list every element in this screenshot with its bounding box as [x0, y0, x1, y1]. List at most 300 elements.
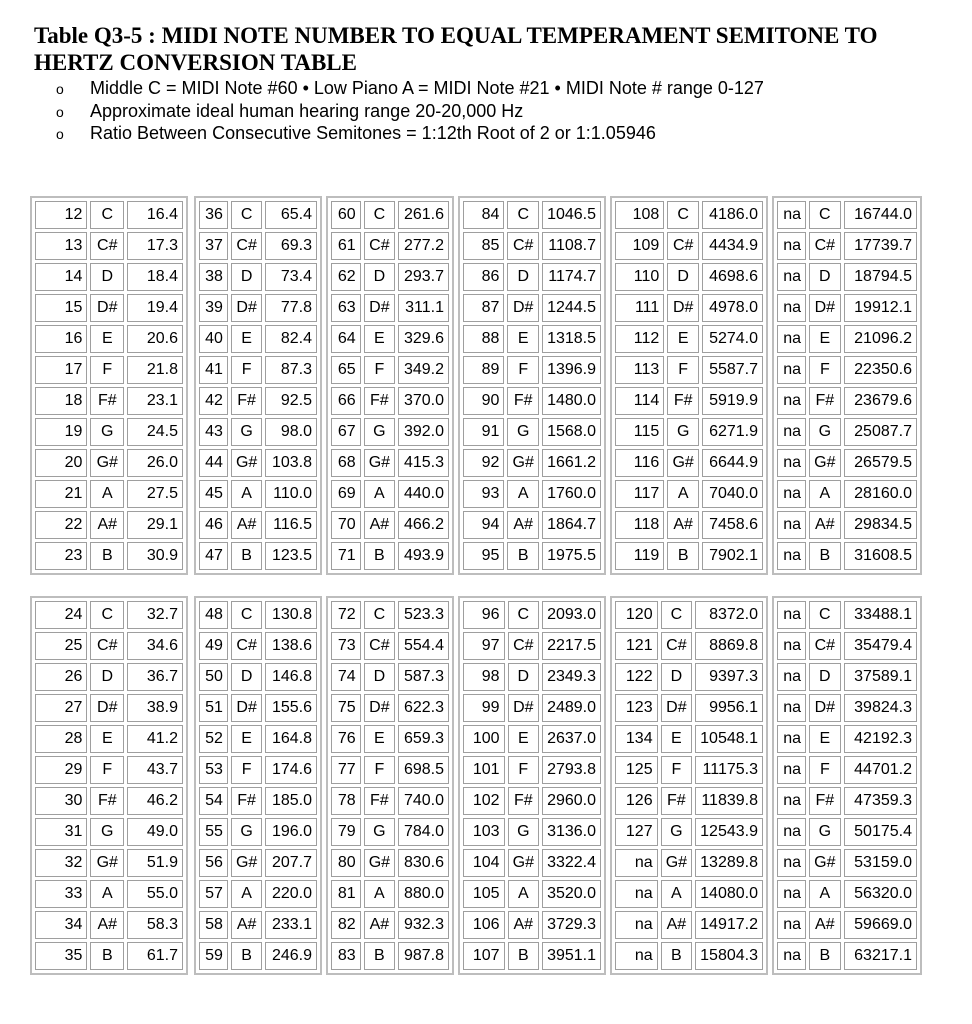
table-row	[777, 694, 917, 722]
semitone-cell: C	[661, 601, 693, 629]
hertz-cell: 3729.3	[542, 911, 601, 939]
hertz-cell: 16744.0	[844, 201, 917, 229]
table-row	[615, 511, 763, 539]
octave-group	[30, 196, 188, 575]
midi-number-cell: 29	[35, 756, 87, 784]
semitone-cell: D	[661, 663, 693, 691]
hertz-cell: 11839.8	[695, 787, 763, 815]
table-row	[35, 511, 183, 539]
table-row	[777, 511, 917, 539]
midi-number-cell: 123	[615, 694, 658, 722]
midi-number-cell: 96	[463, 601, 505, 629]
midi-number-cell: 45	[199, 480, 228, 508]
hertz-cell: 7040.0	[702, 480, 763, 508]
hertz-cell: 1568.0	[542, 418, 601, 446]
semitone-cell: D#	[809, 294, 841, 322]
midi-number-cell: na	[777, 849, 806, 877]
semitone-cell: C#	[809, 632, 841, 660]
semitone-cell: F	[231, 756, 262, 784]
semitone-cell: E	[231, 325, 262, 353]
semitone-cell: G	[508, 818, 540, 846]
midi-number-cell: 63	[331, 294, 361, 322]
octave-table	[196, 198, 320, 573]
hertz-cell: 3520.0	[542, 880, 601, 908]
bullet-marker: o	[56, 103, 64, 120]
midi-number-cell: 37	[199, 232, 228, 260]
hertz-cell: 20.6	[127, 325, 183, 353]
midi-number-cell: 21	[35, 480, 87, 508]
semitone-cell: A#	[231, 511, 262, 539]
hertz-cell: 622.3	[398, 694, 449, 722]
hertz-cell: 196.0	[265, 818, 317, 846]
semitone-cell: D#	[508, 694, 540, 722]
midi-number-cell: 116	[615, 449, 664, 477]
semitone-cell: C#	[507, 232, 539, 260]
midi-number-cell: na	[777, 263, 806, 291]
table-row	[199, 787, 317, 815]
semitone-cell: D#	[364, 694, 395, 722]
octave-table	[328, 198, 452, 573]
hertz-cell: 17739.7	[844, 232, 917, 260]
semitone-cell: A	[508, 880, 540, 908]
semitone-cell: D	[364, 663, 395, 691]
midi-number-cell: 84	[463, 201, 504, 229]
table-row	[463, 232, 601, 260]
midi-number-cell: 104	[463, 849, 505, 877]
midi-number-cell: na	[777, 632, 806, 660]
hertz-cell: 5587.7	[702, 356, 763, 384]
midi-number-cell: na	[777, 725, 806, 753]
midi-number-cell: na	[777, 694, 806, 722]
hertz-cell: 16.4	[127, 201, 183, 229]
table-row	[615, 911, 763, 939]
semitone-cell: F#	[661, 787, 693, 815]
table-row	[463, 632, 601, 660]
table-row	[777, 880, 917, 908]
midi-number-cell: 15	[35, 294, 87, 322]
table-row	[463, 263, 601, 291]
bullet-marker: o	[56, 81, 64, 97]
hertz-cell: 59669.0	[844, 911, 917, 939]
midi-number-cell: 121	[615, 632, 658, 660]
table-row	[777, 849, 917, 877]
table-row	[199, 418, 317, 446]
midi-number-cell: 39	[199, 294, 228, 322]
octave-group	[610, 196, 768, 575]
hertz-cell: 42192.3	[844, 725, 917, 753]
semitone-cell: E	[90, 725, 124, 753]
semitone-cell: D	[364, 263, 395, 291]
note-item	[56, 100, 764, 123]
semitone-cell: B	[508, 942, 540, 970]
semitone-cell: G#	[364, 849, 395, 877]
hertz-cell: 14917.2	[695, 911, 763, 939]
semitone-cell: B	[231, 942, 262, 970]
table-row	[777, 818, 917, 846]
semitone-cell: A#	[661, 911, 693, 939]
octave-group	[30, 596, 188, 975]
midi-number-cell: na	[615, 911, 658, 939]
midi-number-cell: 31	[35, 818, 87, 846]
table-row	[199, 449, 317, 477]
table-row	[615, 787, 763, 815]
semitone-cell: D#	[90, 294, 124, 322]
hertz-cell: 1046.5	[542, 201, 601, 229]
semitone-cell: A	[231, 880, 262, 908]
semitone-cell: C#	[90, 232, 124, 260]
hertz-cell: 19912.1	[844, 294, 917, 322]
semitone-cell: A	[661, 880, 693, 908]
semitone-cell: C#	[364, 232, 395, 260]
hertz-cell: 39824.3	[844, 694, 917, 722]
table-row	[331, 480, 449, 508]
semitone-cell: A#	[809, 511, 841, 539]
midi-number-cell: 34	[35, 911, 87, 939]
table-row	[35, 911, 183, 939]
midi-number-cell: 74	[331, 663, 361, 691]
semitone-cell: C#	[231, 632, 262, 660]
midi-number-cell: 13	[35, 232, 87, 260]
semitone-cell: D	[507, 263, 539, 291]
semitone-cell: E	[667, 325, 699, 353]
table-row	[35, 601, 183, 629]
midi-number-cell: 86	[463, 263, 504, 291]
table-row	[35, 418, 183, 446]
midi-number-cell: 68	[331, 449, 361, 477]
semitone-cell: A#	[231, 911, 262, 939]
table-row	[199, 849, 317, 877]
semitone-cell: C	[90, 601, 124, 629]
hertz-cell: 440.0	[398, 480, 449, 508]
semitone-cell: B	[90, 942, 124, 970]
table-row	[331, 849, 449, 877]
hertz-cell: 23679.6	[844, 387, 917, 415]
semitone-cell: F	[90, 756, 124, 784]
octave-group	[458, 196, 606, 575]
midi-number-cell: na	[777, 818, 806, 846]
semitone-cell: E	[90, 325, 124, 353]
table-row	[35, 480, 183, 508]
hertz-cell: 164.8	[265, 725, 317, 753]
hertz-cell: 17.3	[127, 232, 183, 260]
hertz-cell: 73.4	[265, 263, 317, 291]
semitone-cell: D	[809, 663, 841, 691]
semitone-cell: G	[231, 418, 262, 446]
midi-number-cell: 102	[463, 787, 505, 815]
hertz-cell: 34.6	[127, 632, 183, 660]
semitone-cell: E	[809, 725, 841, 753]
midi-number-cell: na	[777, 911, 806, 939]
hertz-cell: 82.4	[265, 325, 317, 353]
midi-number-cell: 43	[199, 418, 228, 446]
table-row	[331, 201, 449, 229]
table-row	[331, 942, 449, 970]
semitone-cell: C#	[508, 632, 540, 660]
notes-list	[56, 77, 764, 145]
semitone-cell: C#	[809, 232, 841, 260]
midi-number-cell: 32	[35, 849, 87, 877]
table-row	[777, 294, 917, 322]
hertz-cell: 2793.8	[542, 756, 601, 784]
table-row	[35, 725, 183, 753]
table-row	[777, 356, 917, 384]
hertz-cell: 146.8	[265, 663, 317, 691]
midi-number-cell: 113	[615, 356, 664, 384]
hertz-cell: 2960.0	[542, 787, 601, 815]
hertz-cell: 28160.0	[844, 480, 917, 508]
table-row	[35, 325, 183, 353]
hertz-cell: 5919.9	[702, 387, 763, 415]
table-row	[35, 201, 183, 229]
table-row	[777, 418, 917, 446]
semitone-cell: C	[231, 201, 262, 229]
midi-number-cell: 47	[199, 542, 228, 570]
midi-number-cell: 126	[615, 787, 658, 815]
midi-number-cell: 33	[35, 880, 87, 908]
hertz-cell: 77.8	[265, 294, 317, 322]
midi-number-cell: na	[777, 325, 806, 353]
midi-number-cell: na	[777, 356, 806, 384]
table-row	[35, 756, 183, 784]
table-row	[331, 325, 449, 353]
table-row	[331, 511, 449, 539]
semitone-cell: D#	[809, 694, 841, 722]
semitone-cell: E	[809, 325, 841, 353]
hertz-cell: 98.0	[265, 418, 317, 446]
midi-number-cell: na	[777, 942, 806, 970]
midi-number-cell: 24	[35, 601, 87, 629]
table-row	[331, 294, 449, 322]
semitone-cell: D	[90, 663, 124, 691]
table-row	[615, 294, 763, 322]
semitone-cell: A#	[90, 911, 124, 939]
hertz-cell: 123.5	[265, 542, 317, 570]
octave-table	[328, 598, 452, 973]
table-row	[777, 263, 917, 291]
hertz-cell: 55.0	[127, 880, 183, 908]
octave-group	[772, 596, 922, 975]
midi-number-cell: 35	[35, 942, 87, 970]
table-row	[463, 449, 601, 477]
octave-table	[774, 598, 920, 973]
midi-number-cell: 117	[615, 480, 664, 508]
midi-number-cell: 18	[35, 387, 87, 415]
hertz-cell: 11175.3	[695, 756, 763, 784]
semitone-cell: B	[90, 542, 124, 570]
midi-number-cell: 114	[615, 387, 664, 415]
midi-number-cell: 71	[331, 542, 361, 570]
midi-number-cell: 106	[463, 911, 505, 939]
table-row	[615, 263, 763, 291]
hertz-cell: 4978.0	[702, 294, 763, 322]
table-row	[35, 263, 183, 291]
table-row	[35, 232, 183, 260]
midi-number-cell: 56	[199, 849, 228, 877]
semitone-cell: G#	[661, 849, 693, 877]
midi-number-cell: 55	[199, 818, 228, 846]
midi-number-cell: 51	[199, 694, 228, 722]
midi-number-cell: 38	[199, 263, 228, 291]
table-row	[777, 387, 917, 415]
table-row	[615, 880, 763, 908]
semitone-cell: E	[364, 725, 395, 753]
octave-table	[612, 198, 766, 573]
octave-table	[460, 198, 604, 573]
semitone-cell: D#	[667, 294, 699, 322]
semitone-cell: C#	[90, 632, 124, 660]
hertz-cell: 220.0	[265, 880, 317, 908]
semitone-cell: F	[364, 356, 395, 384]
table-row	[199, 911, 317, 939]
hertz-cell: 3951.1	[542, 942, 601, 970]
table-row	[463, 694, 601, 722]
semitone-cell: A#	[364, 511, 395, 539]
table-row	[463, 663, 601, 691]
hertz-cell: 46.2	[127, 787, 183, 815]
hertz-cell: 26579.5	[844, 449, 917, 477]
midi-number-cell: 44	[199, 449, 228, 477]
table-row	[35, 449, 183, 477]
midi-number-cell: na	[615, 942, 658, 970]
hertz-cell: 26.0	[127, 449, 183, 477]
midi-number-cell: 81	[331, 880, 361, 908]
midi-number-cell: 83	[331, 942, 361, 970]
octave-table	[460, 598, 604, 973]
table-row	[199, 880, 317, 908]
midi-number-cell: 19	[35, 418, 87, 446]
octave-group	[326, 196, 454, 575]
table-row	[35, 880, 183, 908]
semitone-cell: D#	[90, 694, 124, 722]
hertz-cell: 370.0	[398, 387, 449, 415]
midi-number-cell: 78	[331, 787, 361, 815]
table-row	[777, 725, 917, 753]
midi-number-cell: 12	[35, 201, 87, 229]
hertz-cell: 415.3	[398, 449, 449, 477]
midi-number-cell: 90	[463, 387, 504, 415]
midi-number-cell: 57	[199, 880, 228, 908]
semitone-cell: E	[661, 725, 693, 753]
table-row	[331, 725, 449, 753]
semitone-cell: D	[231, 263, 262, 291]
hertz-cell: 3136.0	[542, 818, 601, 846]
semitone-cell: G#	[809, 449, 841, 477]
hertz-cell: 4698.6	[702, 263, 763, 291]
table-row	[463, 787, 601, 815]
midi-number-cell: 111	[615, 294, 664, 322]
table-row	[615, 418, 763, 446]
semitone-cell: G#	[507, 449, 539, 477]
hertz-cell: 261.6	[398, 201, 449, 229]
midi-number-cell: na	[777, 418, 806, 446]
table-row	[331, 418, 449, 446]
midi-number-cell: 99	[463, 694, 505, 722]
semitone-cell: B	[809, 542, 841, 570]
hertz-cell: 329.6	[398, 325, 449, 353]
semitone-cell: G#	[809, 849, 841, 877]
midi-number-cell: 53	[199, 756, 228, 784]
midi-number-cell: 98	[463, 663, 505, 691]
semitone-cell: A#	[508, 911, 540, 939]
note-item	[56, 122, 764, 145]
midi-number-cell: 61	[331, 232, 361, 260]
table-row	[777, 480, 917, 508]
semitone-cell: C	[231, 601, 262, 629]
midi-number-cell: na	[777, 880, 806, 908]
hertz-cell: 15804.3	[695, 942, 763, 970]
midi-number-cell: na	[777, 480, 806, 508]
octave-table	[612, 598, 766, 973]
semitone-cell: G#	[667, 449, 699, 477]
bullet-marker: o	[56, 126, 64, 142]
hertz-cell: 349.2	[398, 356, 449, 384]
table-row	[463, 511, 601, 539]
semitone-cell: G	[364, 818, 395, 846]
table-row	[615, 480, 763, 508]
midi-number-cell: 14	[35, 263, 87, 291]
hertz-cell: 7458.6	[702, 511, 763, 539]
hertz-cell: 51.9	[127, 849, 183, 877]
table-row	[35, 849, 183, 877]
hertz-cell: 523.3	[398, 601, 449, 629]
semitone-cell: C	[809, 601, 841, 629]
hertz-cell: 103.8	[265, 449, 317, 477]
semitone-cell: D#	[231, 294, 262, 322]
table-row	[35, 787, 183, 815]
semitone-cell: C#	[364, 632, 395, 660]
table-row	[331, 232, 449, 260]
midi-number-cell: 30	[35, 787, 87, 815]
hertz-cell: 1760.0	[542, 480, 601, 508]
semitone-cell: F#	[508, 787, 540, 815]
hertz-cell: 466.2	[398, 511, 449, 539]
midi-number-cell: na	[777, 387, 806, 415]
semitone-cell: G	[809, 818, 841, 846]
midi-number-cell: 17	[35, 356, 87, 384]
semitone-cell: F#	[90, 787, 124, 815]
semitone-cell: F#	[809, 787, 841, 815]
hertz-cell: 69.3	[265, 232, 317, 260]
table-row	[331, 263, 449, 291]
semitone-cell: G#	[90, 849, 124, 877]
midi-number-cell: 88	[463, 325, 504, 353]
hertz-cell: 740.0	[398, 787, 449, 815]
hertz-cell: 311.1	[398, 294, 449, 322]
table-row	[199, 756, 317, 784]
table-row	[463, 480, 601, 508]
semitone-cell: F#	[364, 387, 395, 415]
table-row	[777, 325, 917, 353]
midi-number-cell: 92	[463, 449, 504, 477]
hertz-cell: 9397.3	[695, 663, 763, 691]
hertz-cell: 47359.3	[844, 787, 917, 815]
table-row	[463, 542, 601, 570]
semitone-cell: E	[231, 725, 262, 753]
semitone-cell: G#	[364, 449, 395, 477]
midi-number-cell: 110	[615, 263, 664, 291]
hertz-cell: 58.3	[127, 911, 183, 939]
semitone-cell: F	[667, 356, 699, 384]
hertz-cell: 932.3	[398, 911, 449, 939]
semitone-cell: A#	[90, 511, 124, 539]
midi-number-cell: 89	[463, 356, 504, 384]
semitone-cell: A	[90, 880, 124, 908]
midi-number-cell: na	[777, 542, 806, 570]
hertz-cell: 37589.1	[844, 663, 917, 691]
hertz-cell: 2093.0	[542, 601, 601, 629]
table-row	[35, 542, 183, 570]
semitone-cell: B	[661, 942, 693, 970]
